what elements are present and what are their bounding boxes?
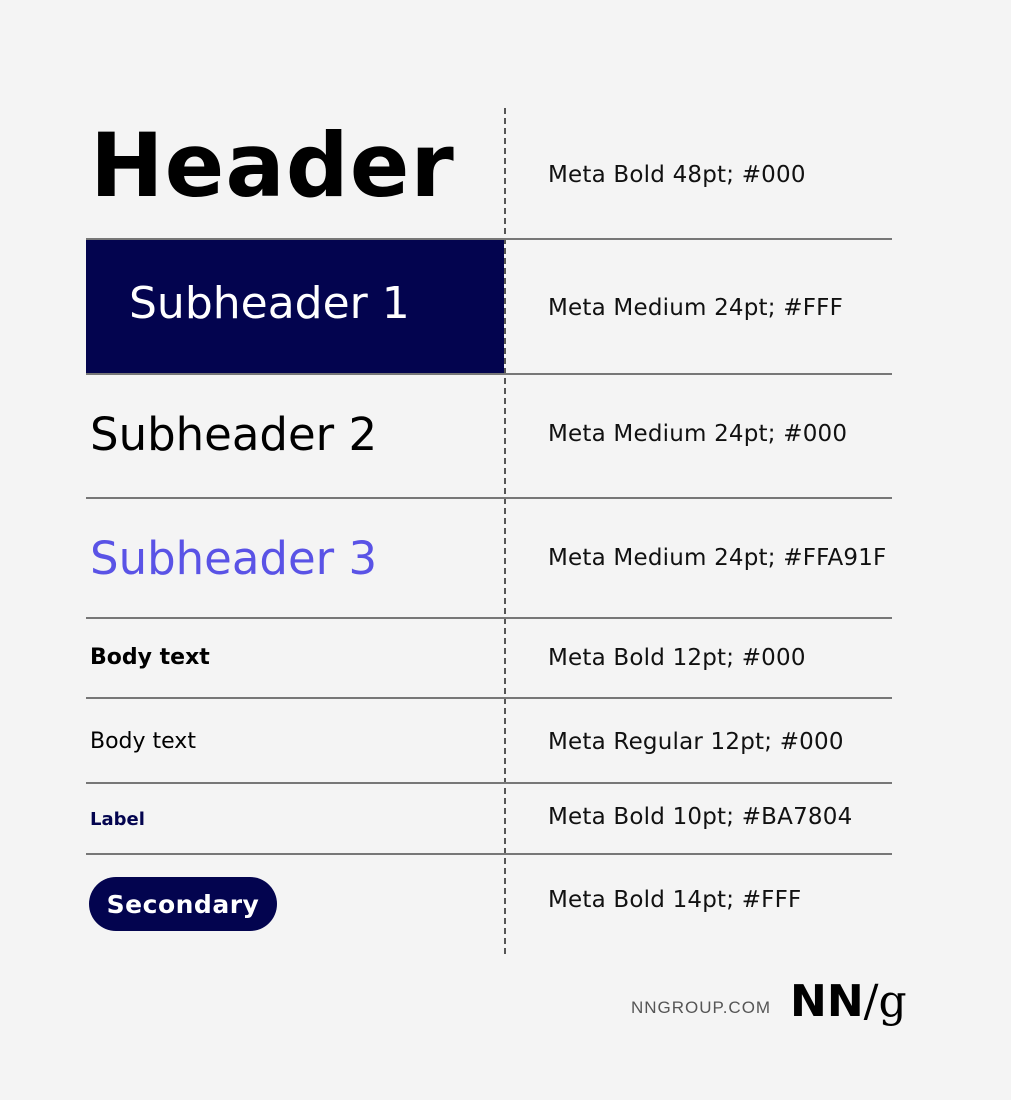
body-regular-sample: Body text: [90, 729, 196, 754]
row-separator: [86, 373, 892, 375]
label-spec: Meta Bold 10pt; #BA7804: [548, 804, 853, 830]
subheader1-sample: Subheader 1: [129, 278, 410, 329]
body-bold-sample: Body text: [90, 645, 210, 670]
row-separator: [86, 617, 892, 619]
header-spec: Meta Bold 48pt; #000: [548, 162, 806, 188]
label-sample: Label: [90, 809, 145, 830]
subheader3-sample: Subheader 3: [90, 532, 378, 585]
subheader2-spec: Meta Medium 24pt; #000: [548, 421, 848, 447]
body-bold-spec: Meta Bold 12pt; #000: [548, 645, 806, 671]
logo-nn: NN: [790, 976, 864, 1027]
secondary-spec: Meta Bold 14pt; #FFF: [548, 887, 802, 913]
secondary-button-sample[interactable]: Secondary: [89, 877, 277, 931]
logo-g: g: [878, 976, 907, 1027]
footer-site: NNGROUP.COM: [631, 998, 772, 1017]
row-separator: [86, 853, 892, 855]
subheader1-spec: Meta Medium 24pt; #FFF: [548, 295, 843, 321]
row-separator: [86, 782, 892, 784]
row-separator: [86, 697, 892, 699]
subheader3-spec: Meta Medium 24pt; #FFA91F: [548, 545, 887, 571]
column-divider: [504, 108, 506, 954]
row-separator: [86, 497, 892, 499]
header-sample: Header: [90, 114, 455, 217]
subheader2-sample: Subheader 2: [90, 408, 378, 461]
nng-logo: [790, 976, 907, 1027]
body-regular-spec: Meta Regular 12pt; #000: [548, 729, 844, 755]
logo-slash: /: [863, 976, 879, 1027]
